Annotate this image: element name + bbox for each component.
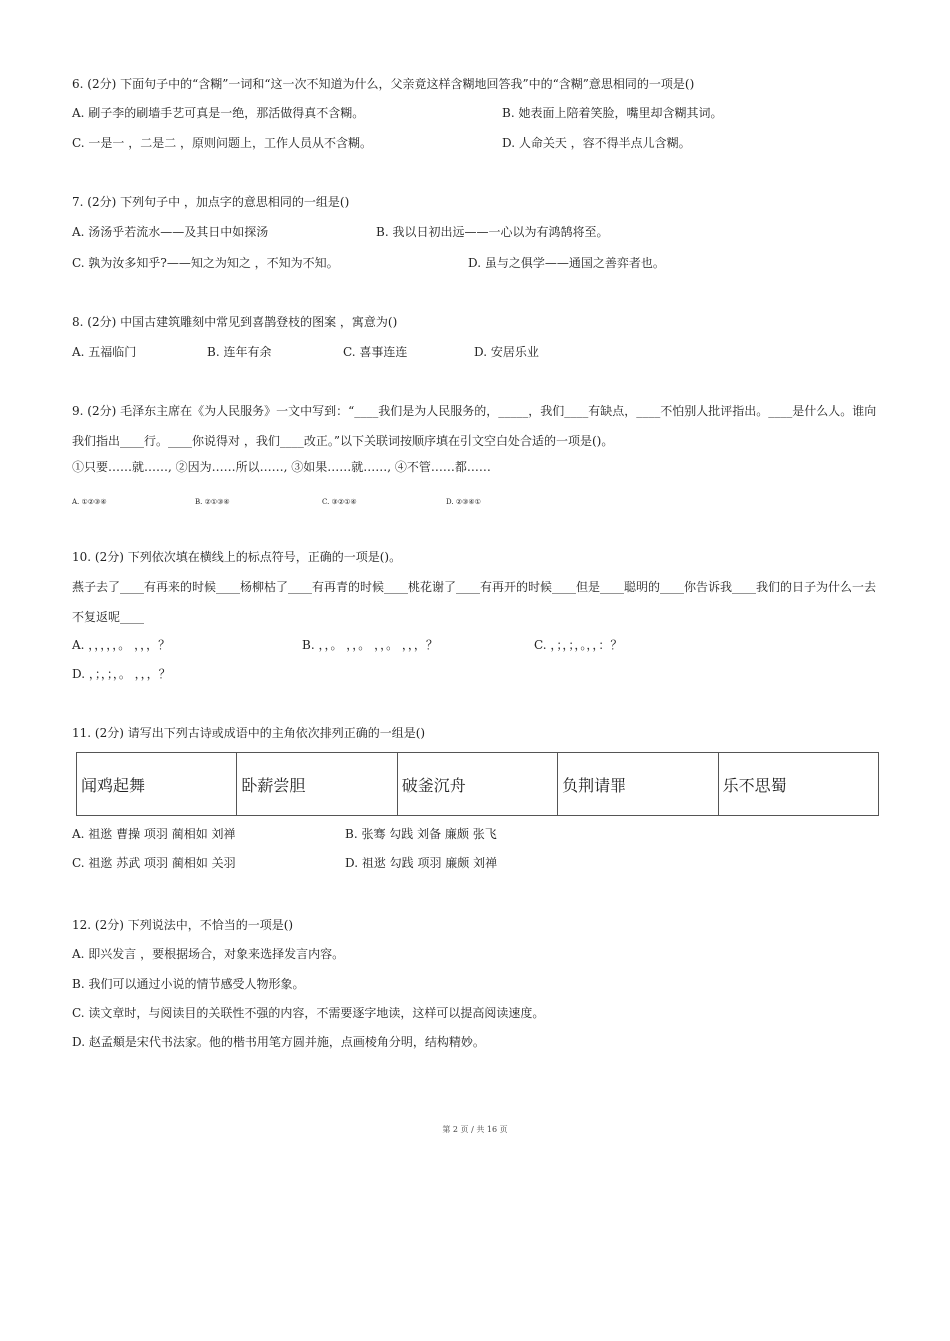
q6-option-a: A. 刷子李的刷墙手艺可真是一绝，那活做得真不含糊。 — [72, 106, 365, 120]
q11-stem: 11. (2分) 请写出下列古诗或成语中的主角依次排列正确的一组是() — [72, 726, 426, 740]
q11-option-b: B. 张骞 勾践 刘备 廉颇 张飞 — [345, 827, 497, 841]
q9-stem: 9. (2分) 毛泽东主席在《为人民服务》一文中写到：“____我们是为人民服务的，_____，我们____有缺点，____不怕别人批评指出。____是什么人。谁向我们指出____行。____你说得对 ，我们____改正。”以下关联词按顺序填在引文空白处合适的一项是()。 — [72, 404, 877, 448]
q12-stem: 12. (2分) 下列说法中，不恰当的一项是() — [72, 918, 294, 932]
q10-option-b: B. ，，。 ，，。 ，，。 ，，，？ — [302, 638, 438, 652]
q11-option-a: A. 祖逖 曹操 项羽 蔺相如 刘禅 — [72, 827, 236, 841]
q9-option-b: B. ②①③④ — [195, 498, 230, 506]
q8-stem: 8. (2分) 中国古建筑雕刻中常见到喜鹊登枝的图案 ，寓意为() — [72, 315, 398, 329]
q12-option-b: B. 我们可以通过小说的情节感受人物形象。 — [72, 977, 305, 991]
q11-idiom-table — [76, 752, 879, 816]
page-number: 第 2 页 / 共 16 页 — [442, 1125, 508, 1134]
q10-option-a: A. ，，，，，。 ，，，？ — [72, 638, 171, 652]
q9-option-c: C. ③②①④ — [322, 498, 357, 506]
q6-option-b: B. 她表面上陪着笑脸，嘴里却含糊其词。 — [502, 106, 723, 120]
q11-option-d: D. 祖逖 勾践 项羽 廉颇 刘禅 — [345, 856, 498, 870]
q8-option-b: B. 连年有余 — [207, 345, 272, 359]
q10-option-c: C. ，；，；，。，，：？ — [534, 638, 623, 652]
q8-option-c: C. 喜事连连 — [343, 345, 408, 359]
q10-option-d: D. ，；，；，。 ，，，？ — [72, 667, 171, 681]
q7-option-d: D. 虽与之俱学——通国之善弈者也。 — [468, 256, 665, 270]
q6-stem: 6. (2分) 下面句子中的“含糊”一词和“这一次不知道为什么，父亲竟这样含糊地回答我”中的“含糊”意思相同的一项是() — [72, 77, 695, 91]
q7-option-b: B. 我以日初出远——一心以为有鸿鹄将至。 — [376, 225, 609, 239]
q9-option-d: D. ②③④① — [446, 498, 481, 506]
q12-option-c: C. 读文章时，与阅读目的关联性不强的内容，不需要逐字地读，这样可以提高阅读速度。 — [72, 1006, 545, 1020]
q7-option-a: A. 汤汤乎若流水——及其日中如探汤 — [72, 225, 269, 239]
idiom-cell: 破釜沉舟 — [397, 753, 557, 816]
q6-option-c: C. 一是一 ，二是二 ，原则问题上，工作人员从不含糊。 — [72, 136, 373, 150]
q7-option-c: C. 孰为汝多知乎?——知之为知之 ，不知为不知。 — [72, 256, 339, 270]
q11-option-c: C. 祖逖 苏武 项羽 蔺相如 关羽 — [72, 856, 236, 870]
idiom-cell: 负荆请罪 — [558, 753, 718, 816]
q6-option-d: D. 人命关天 ，容不得半点儿含糊。 — [502, 136, 691, 150]
q9-option-a: A. ①②③④ — [72, 498, 107, 506]
q8-option-a: A. 五福临门 — [72, 345, 137, 359]
q9-choices: ①只要……就……, ②因为……所以……, ③如果……就……, ④不管……都…… — [72, 460, 491, 474]
q12-option-d: D. 赵孟頫是宋代书法家。他的楷书用笔方圆并施，点画棱角分明，结构精妙。 — [72, 1035, 485, 1049]
q12-option-a: A. 即兴发言 ，要根据场合，对象来选择发言内容。 — [72, 947, 345, 961]
idiom-cell: 闻鸡起舞 — [77, 753, 237, 816]
idiom-cell: 乐不思蜀 — [718, 753, 878, 816]
q8-option-d: D. 安居乐业 — [474, 345, 539, 359]
q10-text: 燕子去了____有再来的时候____杨柳枯了____有再青的时候____桃花谢了____有再开的时候____但是____聪明的____你告诉我____我们的日子为什么一去不复返呢____ — [72, 580, 877, 624]
q10-stem: 10. (2分) 下列依次填在横线上的标点符号，正确的一项是()。 — [72, 550, 402, 564]
q7-stem: 7. (2分) 下列句子中 ，加点字的意思相同的一组是() — [72, 195, 350, 209]
idiom-cell: 卧薪尝胆 — [237, 753, 397, 816]
